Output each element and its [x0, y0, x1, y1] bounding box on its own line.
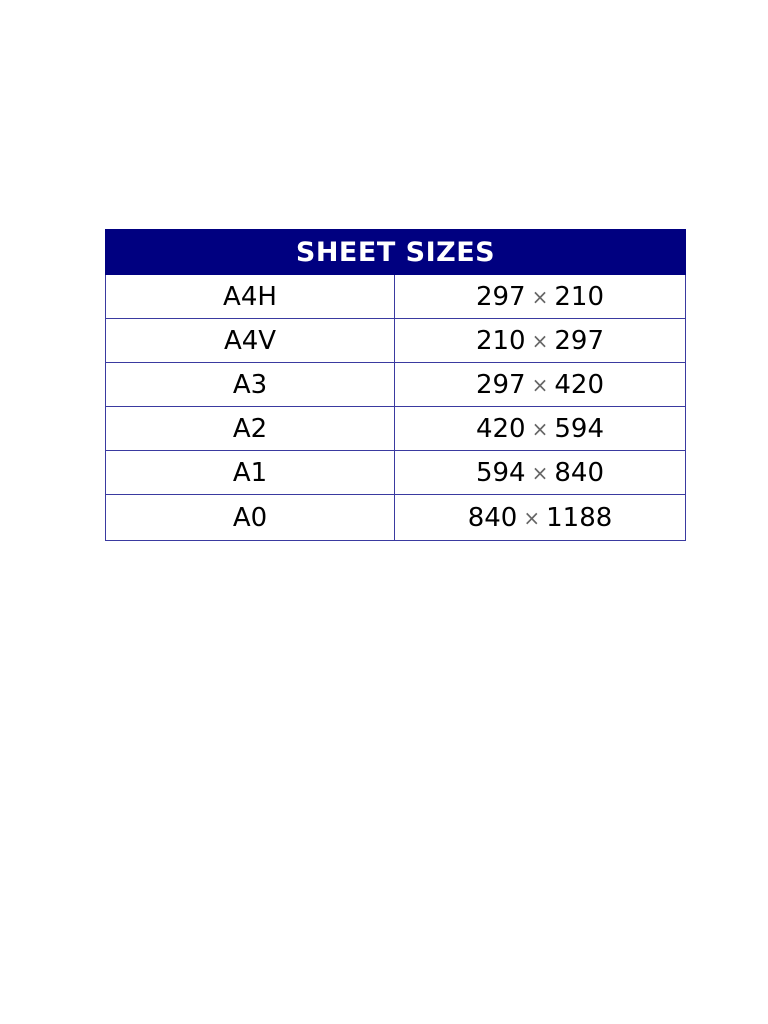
table-row [106, 319, 686, 363]
sheet-dimension-cell [395, 275, 686, 319]
sheet-width: 420 [475, 413, 526, 444]
sheet-name-cell: A2 [106, 407, 395, 451]
times-symbol: × [531, 328, 549, 353]
sheet-height: 420 [554, 369, 605, 400]
table-title: SHEET SIZES [106, 230, 686, 275]
table-row [106, 495, 686, 541]
sheet-name-cell: A3 [106, 363, 395, 407]
sheet-height: 1188 [546, 502, 613, 533]
times-symbol: × [531, 460, 549, 485]
sheet-name-cell: A4H [106, 275, 395, 319]
sheet-height: 210 [554, 281, 605, 312]
sheet-width: 594 [475, 457, 526, 488]
sheet-name-cell: A0 [106, 495, 395, 541]
sheet-name-cell: A4V [106, 319, 395, 363]
table-header-row [106, 230, 686, 275]
table-row [106, 363, 686, 407]
sheet-width: 210 [475, 325, 526, 356]
times-symbol: × [531, 372, 549, 397]
sheet-width: 297 [475, 281, 526, 312]
sheet-width: 297 [475, 369, 526, 400]
sheet-name-cell: A1 [106, 451, 395, 495]
sheet-dimension-cell [395, 451, 686, 495]
table-row [106, 407, 686, 451]
table-row [106, 275, 686, 319]
times-symbol: × [531, 416, 549, 441]
sheet-dimension-cell [395, 363, 686, 407]
sheet-height: 297 [554, 325, 605, 356]
sheet-height: 840 [554, 457, 605, 488]
sheet-sizes-table [105, 229, 686, 541]
sheet-dimension-cell [395, 495, 686, 541]
times-symbol: × [523, 505, 541, 530]
times-symbol: × [531, 284, 549, 309]
table-row [106, 451, 686, 495]
sheet-height: 594 [554, 413, 605, 444]
sheet-dimension-cell [395, 407, 686, 451]
sheet-width: 840 [467, 502, 518, 533]
sheet-dimension-cell [395, 319, 686, 363]
